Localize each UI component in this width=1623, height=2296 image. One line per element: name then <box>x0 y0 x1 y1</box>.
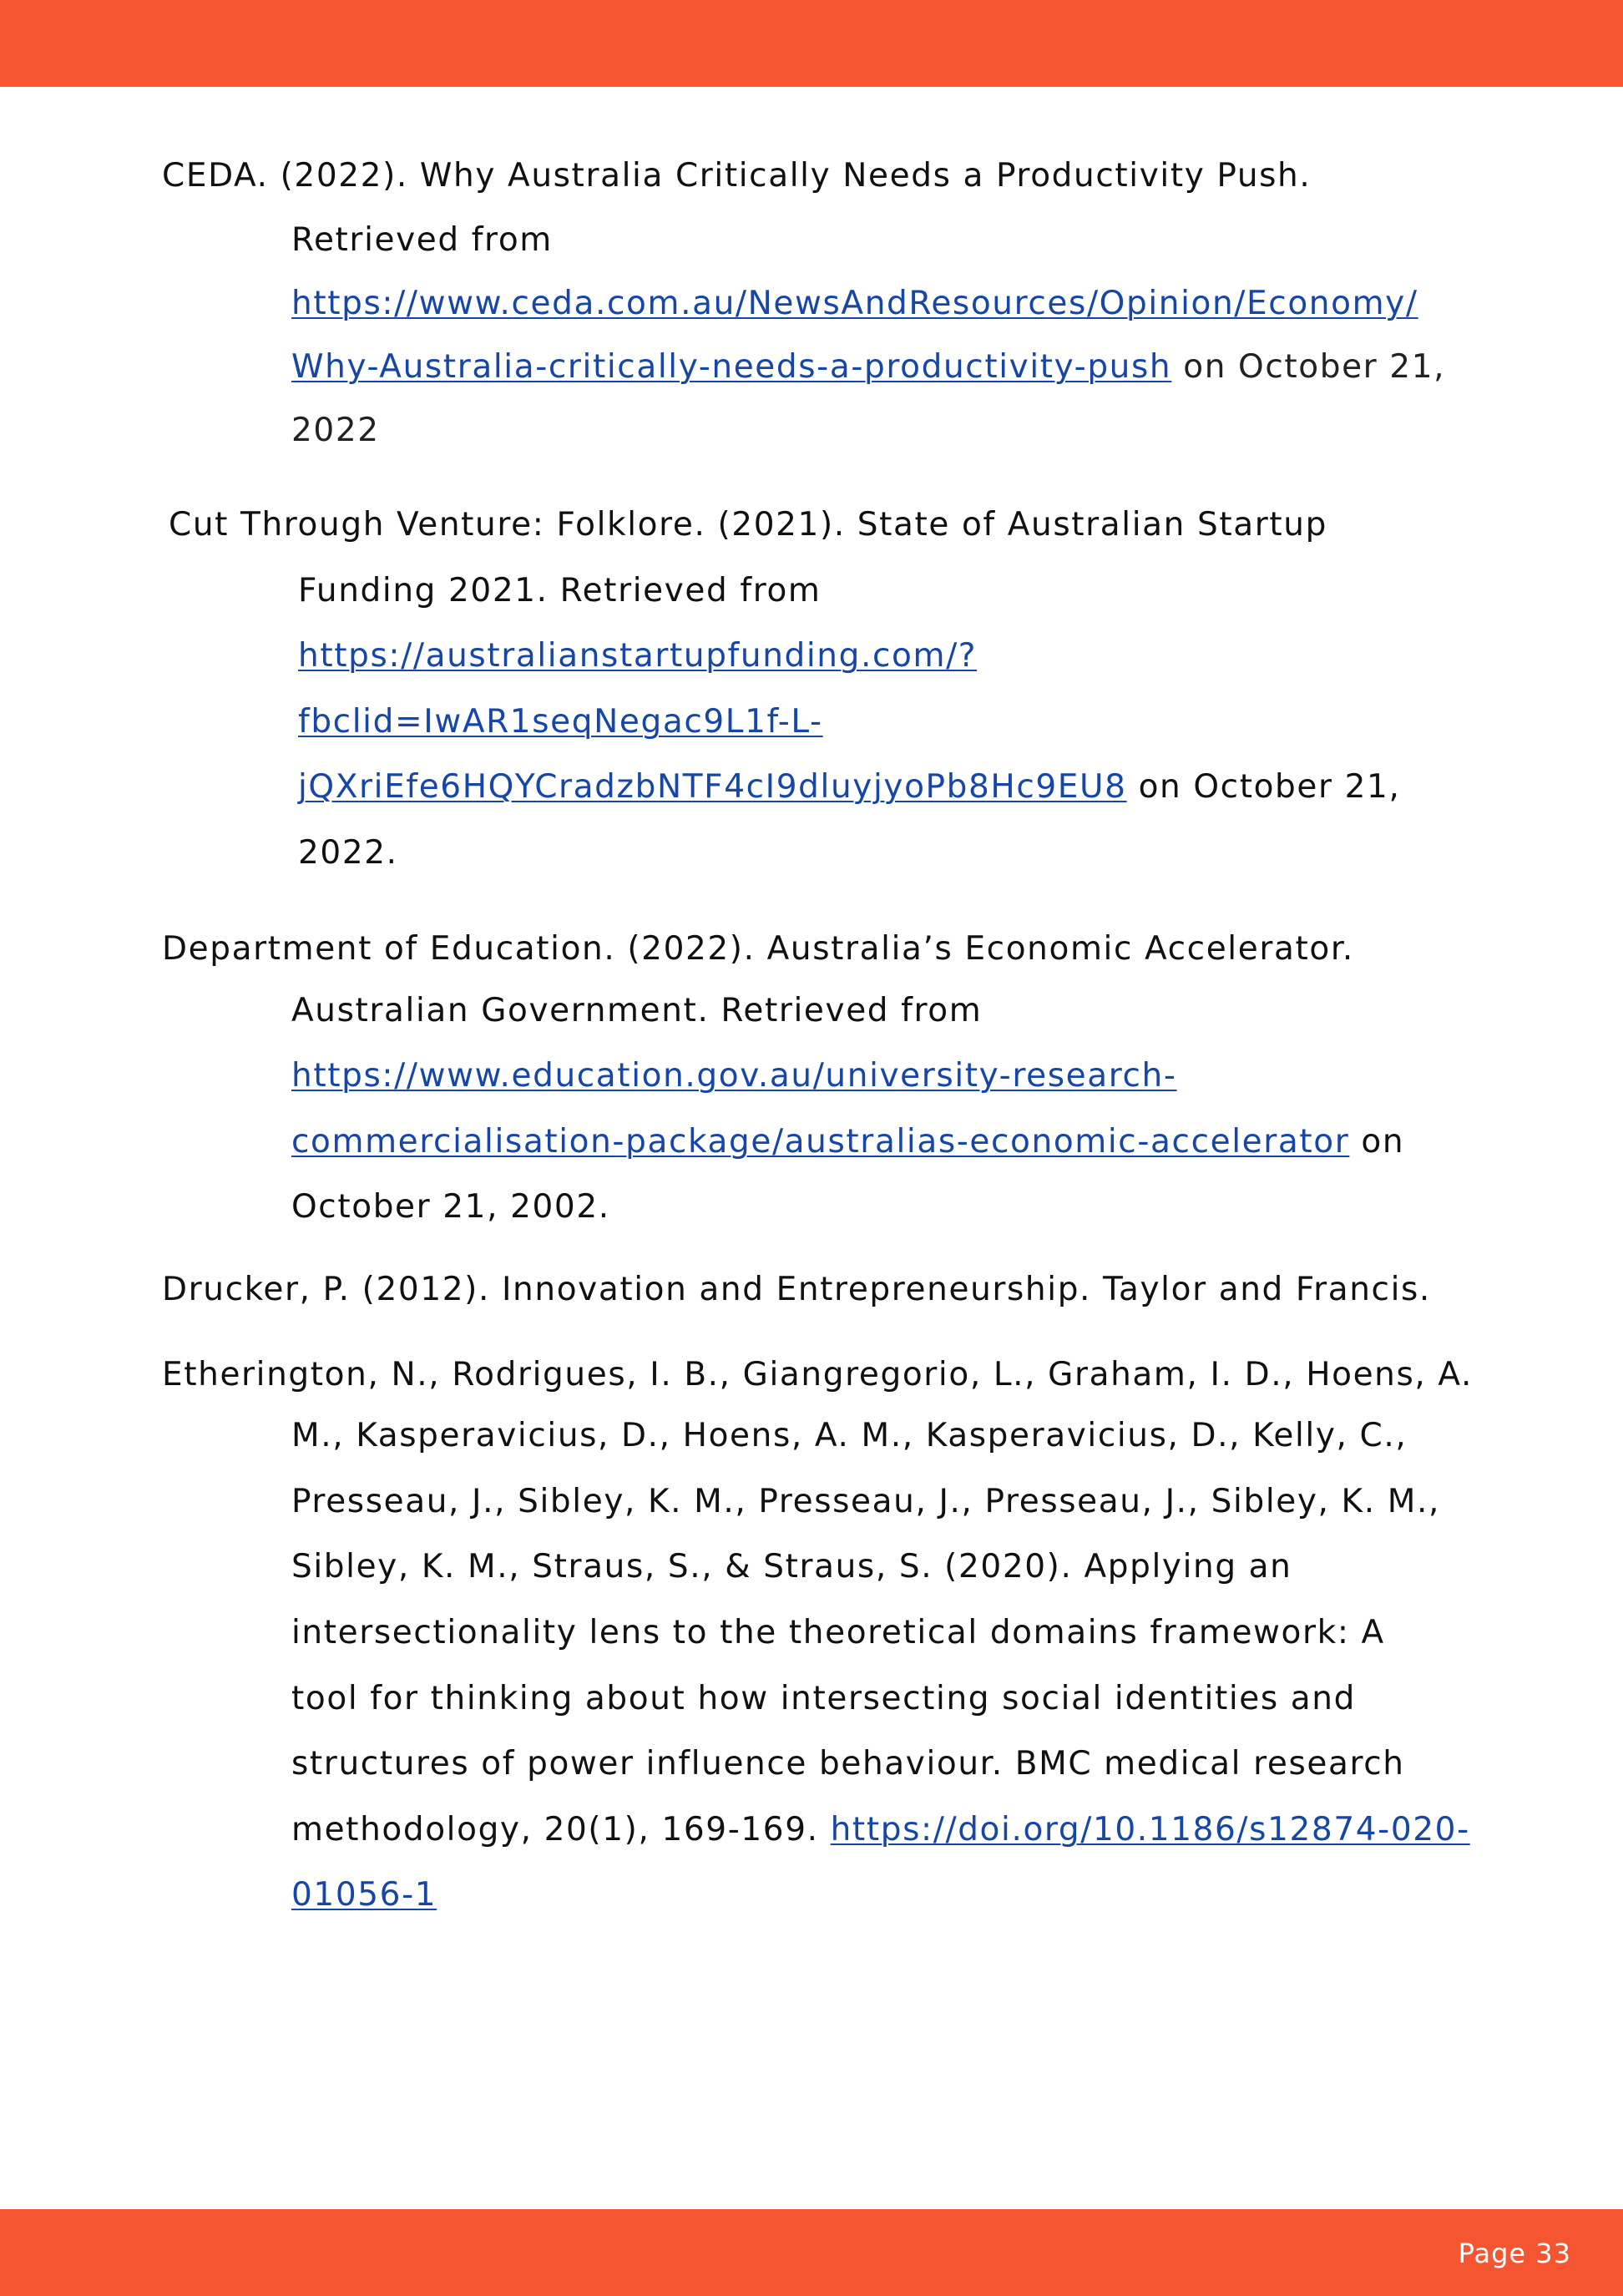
reference-text-line: Sibley, K. M., Straus, S., & Straus, S. (2020). Applying an <box>291 1548 1292 1585</box>
reference-text-line: 2022 <box>291 412 380 449</box>
reference-text-line: methodology, 20(1), 169-169. <box>291 1811 831 1848</box>
reference-text-suffix: on October 21, <box>1171 348 1446 386</box>
reference-text-line: 2022. <box>298 834 398 872</box>
reference-link[interactable]: fbclid=IwAR1seqNegac9L1f-L- <box>298 703 823 741</box>
reference-text-line: Retrieved from <box>291 221 553 259</box>
reference-text-suffix: on <box>1349 1123 1405 1161</box>
header-accent-bar <box>0 0 1623 87</box>
reference-text-line: tool for thinking about how intersecting social identities and <box>291 1680 1356 1717</box>
reference-link[interactable]: Why-Australia-critically-needs-a-productivity-push <box>291 348 1172 386</box>
reference-link[interactable]: https://www.education.gov.au/university-research- <box>291 1057 1177 1095</box>
reference-text-line: October 21, 2002. <box>291 1188 610 1226</box>
reference-text-suffix: on October 21, <box>1126 768 1401 806</box>
reference-link[interactable]: 01056-1 <box>291 1876 437 1914</box>
reference-text-line: intersectionality lens to the theoretical domains framework: A <box>291 1614 1385 1651</box>
reference-text-line: Australian Government. Retrieved from <box>291 992 983 1029</box>
page-number: Page 33 <box>1458 2238 1571 2269</box>
reference-link[interactable]: https://doi.org/10.1186/s12874-020- <box>830 1811 1470 1848</box>
reference-text-line: Cut Through Venture: Folklore. (2021). State of Australian Startup <box>169 506 1327 544</box>
reference-text-line: CEDA. (2022). Why Australia Critically Needs a Productivity Push. <box>162 157 1312 195</box>
reference-text-line: Presseau, J., Sibley, K. M., Presseau, J., Presseau, J., Sibley, K. M., <box>291 1483 1440 1520</box>
reference-link[interactable]: commercialisation-package/australias-economic-accelerator <box>291 1123 1350 1161</box>
reference-text-line: Drucker, P. (2012). Innovation and Entrepreneurship. Taylor and Francis. <box>162 1271 1431 1308</box>
reference-text-line: Funding 2021. Retrieved from <box>298 572 822 609</box>
reference-link[interactable]: https://australianstartupfunding.com/? <box>298 637 978 675</box>
reference-text-line: Etherington, N., Rodrigues, I. B., Giangregorio, L., Graham, I. D., Hoens, A. <box>162 1356 1474 1393</box>
footer-accent-bar <box>0 2209 1623 2296</box>
reference-text-line: Department of Education. (2022). Australia’s Economic Accelerator. <box>162 930 1354 968</box>
reference-text-line: M., Kasperavicius, D., Hoens, A. M., Kasperavicius, D., Kelly, C., <box>291 1417 1408 1454</box>
reference-link[interactable]: jQXriEfe6HQYCradzbNTF4cI9dluyjyoPb8Hc9EU8 <box>298 768 1127 806</box>
reference-text-line: structures of power influence behaviour. BMC medical research <box>291 1745 1405 1783</box>
reference-link[interactable]: https://www.ceda.com.au/NewsAndResources/Opinion/Economy/ <box>291 285 1418 322</box>
